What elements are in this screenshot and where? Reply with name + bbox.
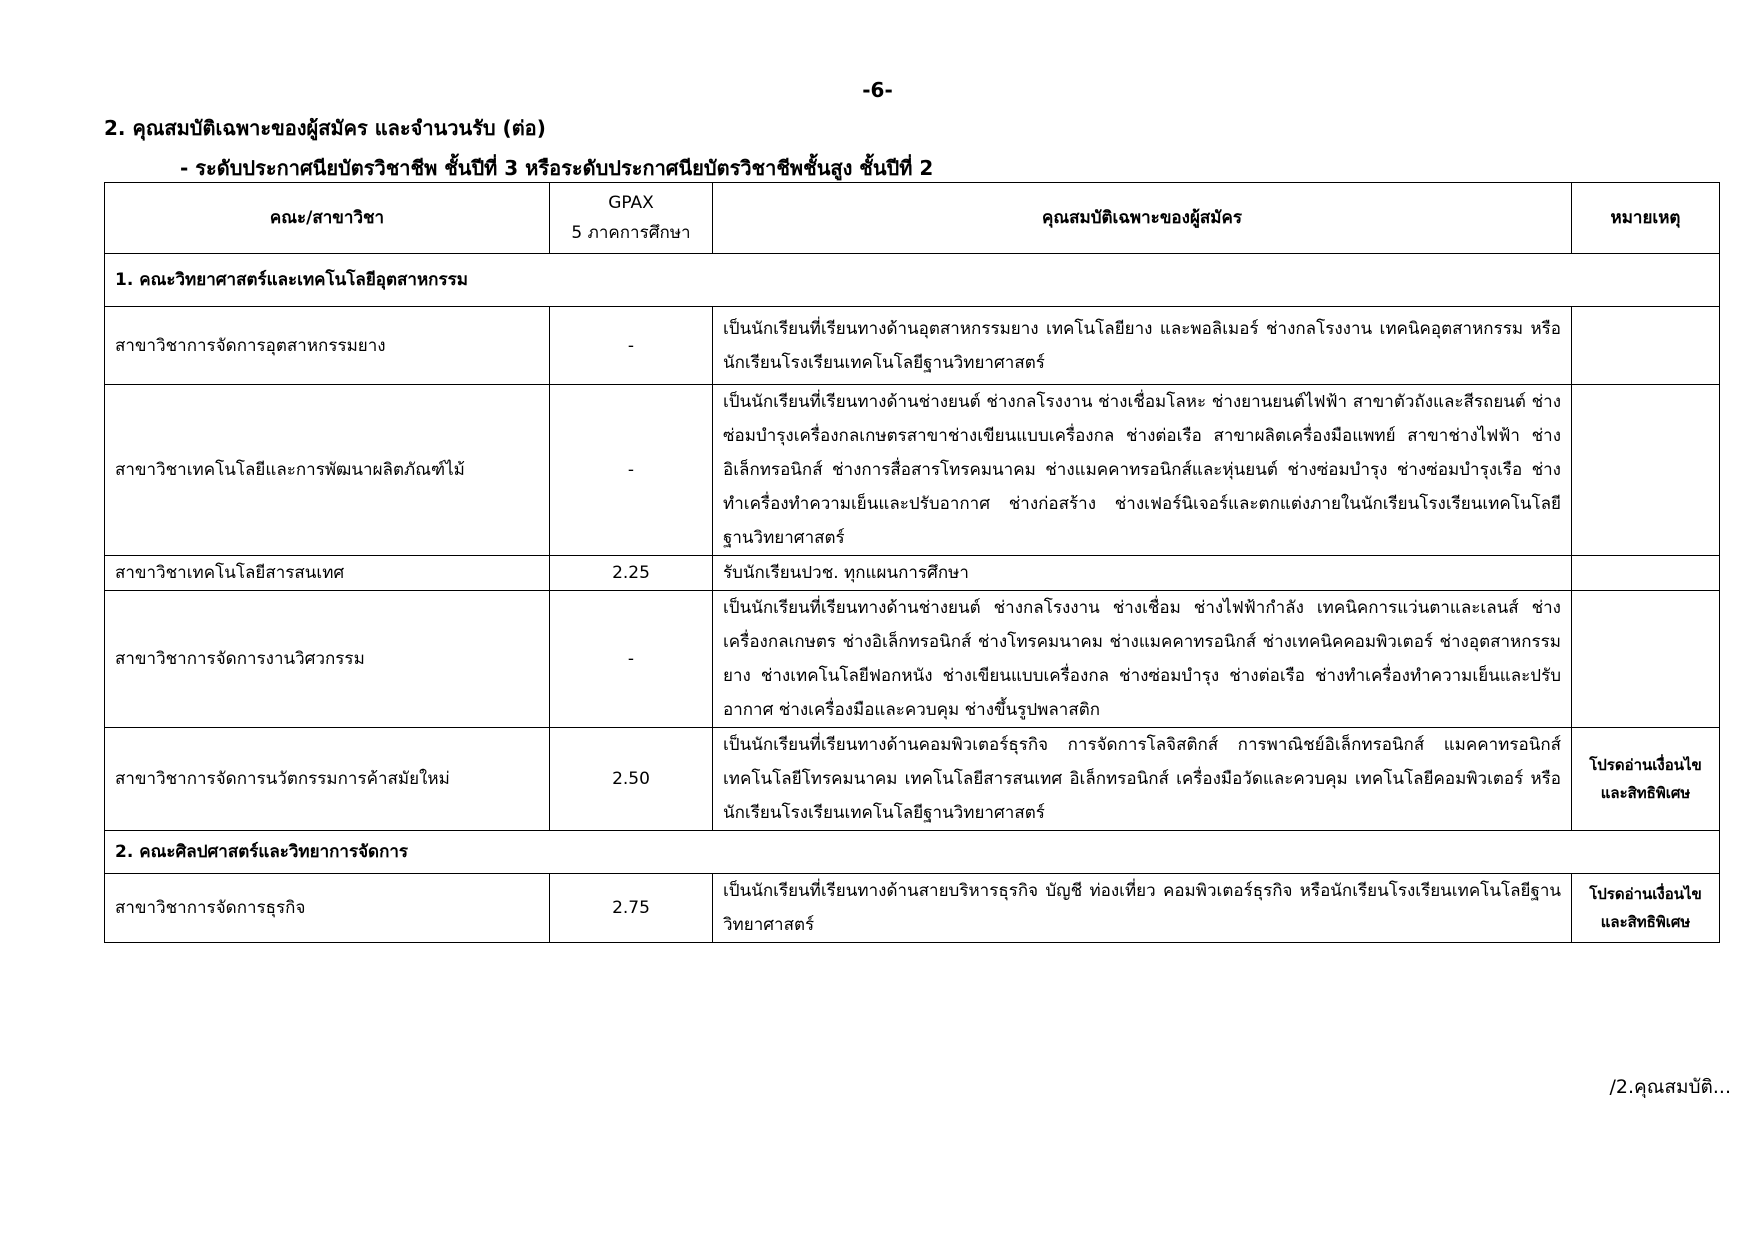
header-gpax-line2: 5 ภาคการศึกษา (571, 223, 691, 243)
table-row (105, 556, 1720, 591)
major-cell: สาขาวิชาการจัดการอุตสาหกรรมยาง (105, 307, 550, 385)
qualification-cell: เป็นนักเรียนที่เรียนทางด้านอุตสาหกรรมยาง เทคโนโลยียาง และพอลิเมอร์ ช่างกลโรงงาน เทคนิคอุตสาหกรรม หรือ นักเรียนโรงเรียนเทคโนโลยีฐานวิทยาศาสตร์ (713, 307, 1572, 385)
table-row (105, 874, 1720, 943)
note-cell (1572, 385, 1720, 556)
major-cell: สาขาวิชาเทคโนโลยีสารสนเทศ (105, 556, 550, 591)
gpax-cell: 2.75 (550, 874, 713, 943)
table-row (105, 591, 1720, 728)
gpax-cell: 2.25 (550, 556, 713, 591)
requirements-table (104, 182, 1720, 943)
gpax-cell: - (550, 591, 713, 728)
note-cell (1572, 591, 1720, 728)
major-cell: สาขาวิชาการจัดการงานวิศวกรรม (105, 591, 550, 728)
gpax-cell: - (550, 385, 713, 556)
header-note: หมายเหตุ (1572, 183, 1720, 254)
section-subheading: - ระดับประกาศนียบัตรวิชาชีพ ชั้นปีที่ 3 หรือระดับประกาศนียบัตรวิชาชีพชั้นสูง ชั้นปีที่ 2 (180, 156, 934, 180)
qualification-cell: รับนักเรียนปวช. ทุกแผนการศึกษา (713, 556, 1572, 591)
page-number: -6- (862, 78, 893, 102)
major-cell: สาขาวิชาการจัดการธุรกิจ (105, 874, 550, 943)
qualification-cell: เป็นนักเรียนที่เรียนทางด้านช่างยนต์ ช่างกลโรงงาน ช่างเชื่อม ช่างไฟฟ้ากำลัง เทคนิคการแว่นตาและเลนส์ ช่างเครื่องกลเกษตร ช่างอิเล็กทรอนิกส์ ช่างโทรคมนาคม ช่างแมคคาทรอนิกส์ ช่างเทคนิคคอมพิวเตอร์ ช่างอุตสาหกรรมยาง ช่างเทคโนโลยีฟอกหนัง ช่างเขียนแบบเครื่องกล ช่างซ่อมบำรุง ช่างต่อเรือ ช่างทำเครื่องทำความเย็นและปรับอากาศ ช่างเครื่องมือและควบคุม ช่างขึ้นรูปพลาสติก (713, 591, 1572, 728)
faculty-row (105, 831, 1720, 874)
table-header-row (105, 183, 1720, 254)
table-row (105, 728, 1720, 831)
major-cell: สาขาวิชาเทคโนโลยีและการพัฒนาผลิตภัณฑ์ไม้ (105, 385, 550, 556)
note-cell: โปรดอ่านเงื่อนไขและสิทธิพิเศษ (1572, 728, 1720, 831)
header-gpax (550, 183, 713, 254)
major-cell: สาขาวิชาการจัดการนวัตกรรมการค้าสมัยใหม่ (105, 728, 550, 831)
note-cell: โปรดอ่านเงื่อนไขและสิทธิพิเศษ (1572, 874, 1720, 943)
table-row (105, 385, 1720, 556)
continuation-note: /2.คุณสมบัติ... (1609, 1076, 1731, 1098)
gpax-cell: 2.50 (550, 728, 713, 831)
qualification-cell: เป็นนักเรียนที่เรียนทางด้านสายบริหารธุรกิจ บัญชี ท่องเที่ยว คอมพิวเตอร์ธุรกิจ หรือนักเรียนโรงเรียนเทคโนโลยีฐานวิทยาศาสตร์ (713, 874, 1572, 943)
note-cell (1572, 307, 1720, 385)
header-major: คณะ/สาขาวิชา (105, 183, 550, 254)
qualification-cell: เป็นนักเรียนที่เรียนทางด้านคอมพิวเตอร์ธุรกิจ การจัดการโลจิสติกส์ การพาณิชย์อิเล็กทรอนิกส์ แมคคาทรอนิกส์ เทคโนโลยีโทรคมนาคม เทคโนโลยีสารสนเทศ อิเล็กทรอนิกส์ เครื่องมือวัดและควบคุม เทคโนโลยีคอมพิวเตอร์ หรือนักเรียนโรงเรียนเทคโนโลยีฐานวิทยาศาสตร์ (713, 728, 1572, 831)
section-heading: 2. คุณสมบัติเฉพาะของผู้สมัคร และจำนวนรับ (ต่อ) (104, 116, 546, 140)
header-qualification: คุณสมบัติเฉพาะของผู้สมัคร (713, 183, 1572, 254)
header-gpax-line1: GPAX (608, 193, 654, 213)
gpax-cell: - (550, 307, 713, 385)
table-row (105, 307, 1720, 385)
faculty-title: 2. คณะศิลปศาสตร์และวิทยาการจัดการ (105, 831, 1720, 874)
faculty-title: 1. คณะวิทยาศาสตร์และเทคโนโลยีอุตสาหกรรม (105, 254, 1720, 307)
faculty-row (105, 254, 1720, 307)
qualification-cell: เป็นนักเรียนที่เรียนทางด้านช่างยนต์ ช่างกลโรงงาน ช่างเชื่อมโลหะ ช่างยานยนต์ไฟฟ้า สาขาตัวถังและสีรถยนต์ ช่างซ่อมบำรุงเครื่องกลเกษตรสาขาช่างเขียนแบบเครื่องกล ช่างต่อเรือ สาขาผลิตเครื่องมือแพทย์ สาขาช่างไฟฟ้า ช่างอิเล็กทรอนิกส์ ช่างการสื่อสารโทรคมนาคม ช่างแมคคาทรอนิกส์และหุ่นยนต์ ช่างซ่อมบำรุง ช่างซ่อมบำรุงเรือ ช่างทำเครื่องทำความเย็นและปรับอากาศ ช่างก่อสร้าง ช่างเฟอร์นิเจอร์และตกแต่งภายในนักเรียนโรงเรียนเทคโนโลยีฐานวิทยาศาสตร์ (713, 385, 1572, 556)
note-cell (1572, 556, 1720, 591)
